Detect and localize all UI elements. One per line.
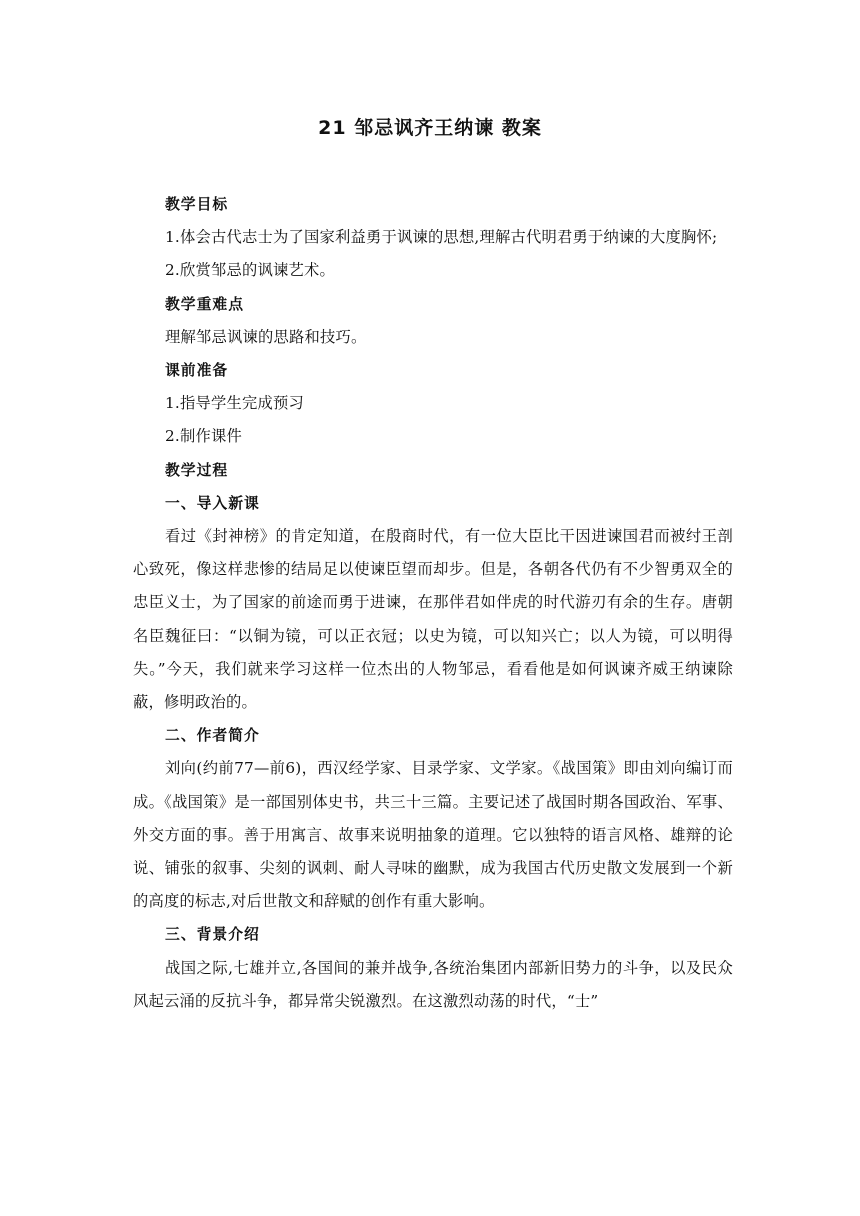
document-title: 21 邹忌讽齐王纳谏 教案 (318, 117, 542, 139)
document-body (133, 188, 733, 1018)
heading-preparation: 课前准备 (165, 362, 229, 380)
author-text: 刘向(约前77—前6)，西汉经学家、目录学家、文学家。《战国策》即由刘向编订而成。《战国策》是一部国别体史书，共三十三篇。主要记述了战国时期各国政治、军事、外交方面的事。善于用寓言、故事来说明抽象的道理。它以独特的语言风格、雄辩的论说、铺张的叙事、尖刻的讽刺、耐人寻味的幽默，成为我国古代历史散文发展到一个新的高度的标志,对后世散文和辞赋的创作有重大影响。 (133, 759, 733, 911)
background-text: 战国之际,七雄并立,各国间的兼并战争,各统治集团内部新旧势力的斗争，以及民众风起云涌的反抗斗争，都异常尖锐激烈。在这激烈动荡的时代，“士” (133, 958, 733, 1010)
goal-item-1: 1.体会古代志士为了国家利益勇于讽谏的思想,理解古代明君勇于纳谏的大度胸怀; (165, 228, 718, 247)
heading-key-points: 教学重难点 (165, 295, 244, 313)
preparation-item-1: 1.指导学生完成预习 (165, 394, 304, 413)
key-points-text: 理解邹忌讽谏的思路和技巧。 (165, 327, 367, 346)
introduction-text: 看过《封神榜》的肯定知道，在殷商时代，有一位大臣比干因进谏国君而被纣王剖心致死，像这样悲惨的结局足以使谏臣望而却步。但是，各朝各代仍有不少智勇双全的忠臣义士，为了国家的前途而勇于进谏，在那伴君如伴虎的时代游刃有余的生存。唐朝名臣魏征曰：“以铜为镜，可以正衣冠；以史为镜，可以知兴亡；以人为镜，可以明得失。”今天，我们就来学习这样一位杰出的人物邹忌，看看他是如何讽谏齐威王纳谏除蔽，修明政治的。 (133, 527, 733, 712)
goal-item-2: 2.欣赏邹忌的讽谏艺术。 (165, 261, 335, 280)
heading-background: 三、背景介绍 (165, 926, 260, 944)
preparation-item-2: 2.制作课件 (165, 427, 242, 446)
heading-teaching-process: 教学过程 (165, 461, 229, 479)
heading-teaching-goals: 教学目标 (165, 196, 229, 213)
heading-introduction: 一、导入新课 (165, 494, 260, 512)
heading-author: 二、作者简介 (165, 727, 260, 745)
